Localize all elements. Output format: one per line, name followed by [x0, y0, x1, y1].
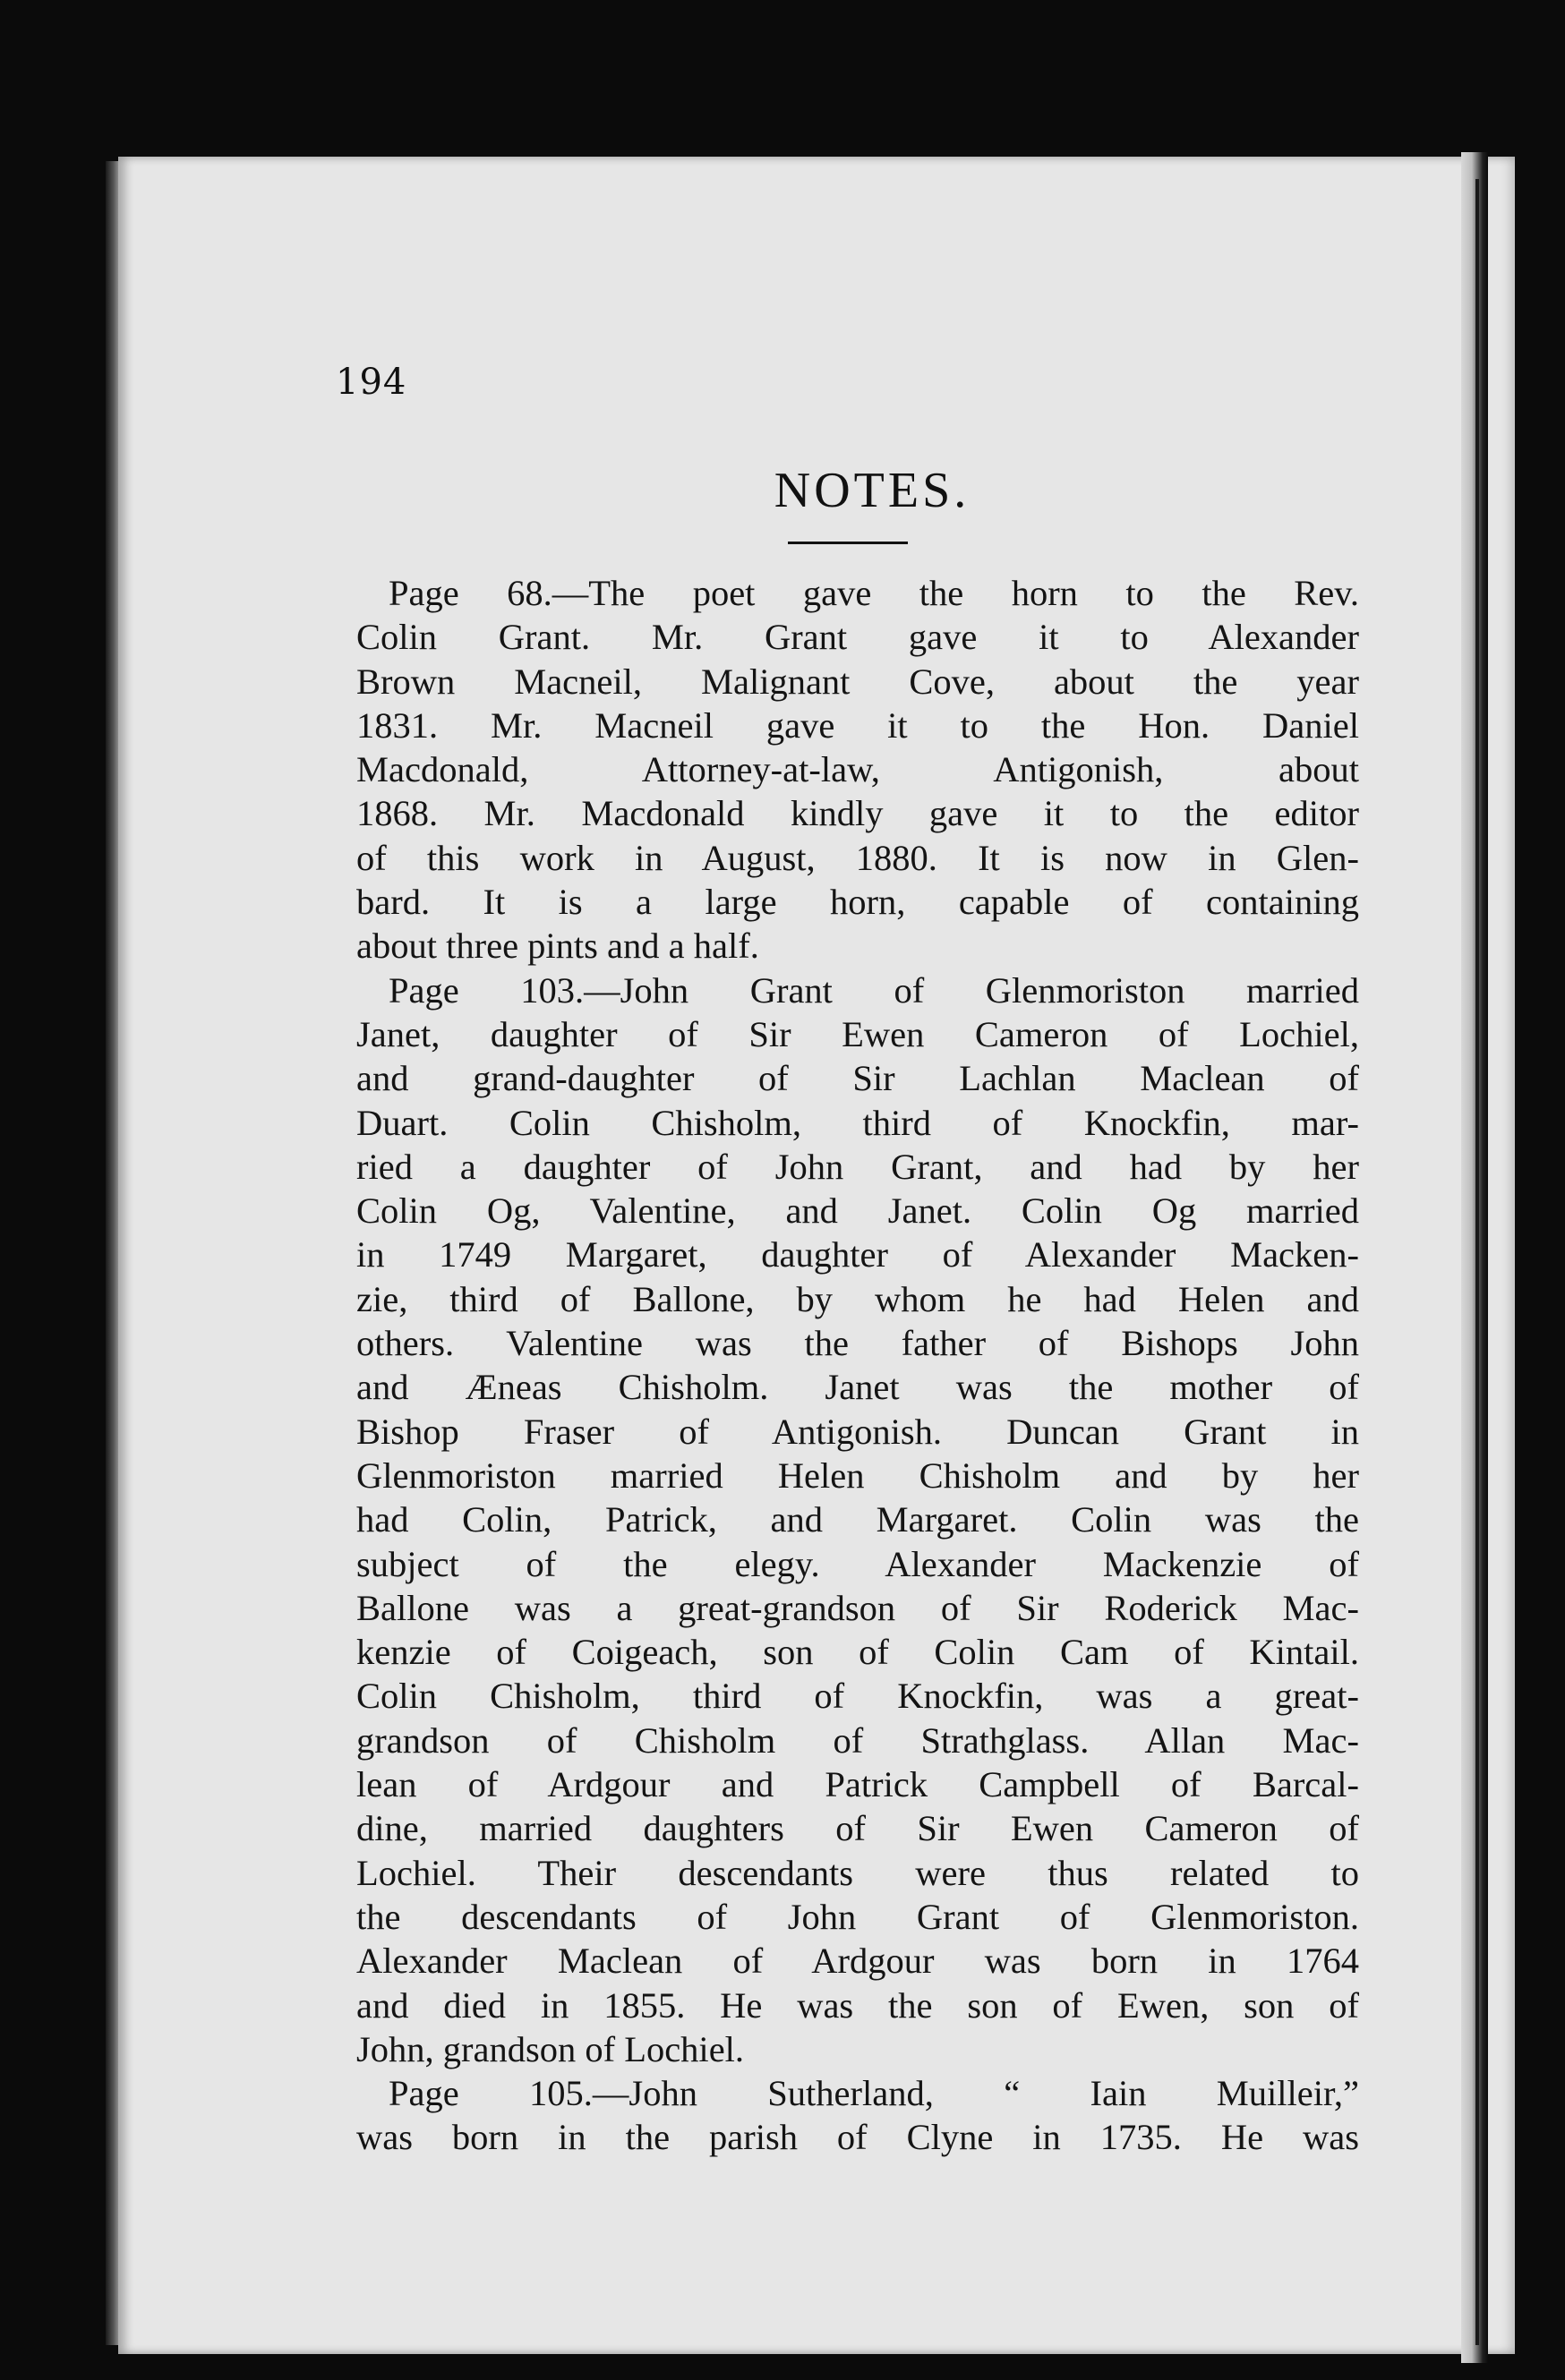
text-line: of this work in August, 1880. It is now in Glen-	[356, 837, 1359, 878]
text-line: Colin Chisholm, third of Knockfin, was a great-	[356, 1676, 1359, 1717]
text-line: zie, third of Ballone, by whom he had Helen and	[356, 1278, 1359, 1319]
text-line: lean of Ardgour and Patrick Campbell of Barcal-	[356, 1764, 1359, 1805]
text-line: the descendants of John Grant of Glenmoriston.	[356, 1896, 1359, 1937]
text-line: 1868. Mr. Macdonald kindly gave it to the editor	[356, 793, 1359, 834]
page-number: 194	[336, 362, 407, 403]
page-title: NOTES.	[774, 463, 971, 518]
text-line: bard. It is a large horn, capable of containing	[356, 882, 1359, 923]
text-line: Brown Macneil, Malignant Cove, about the year	[356, 661, 1359, 702]
text-line: grandson of Chisholm of Strathglass. Allan Mac-	[356, 1719, 1359, 1761]
text-line: and Æneas Chisholm. Janet was the mother of	[356, 1367, 1359, 1408]
text-line: Page 103.—John Grant of Glenmoriston married	[389, 969, 1359, 1011]
note-paragraph-page-105	[356, 2071, 1359, 2160]
text-line: had Colin, Patrick, and Margaret. Colin was the	[356, 1499, 1359, 1540]
text-line: ried a daughter of John Grant, and had by her	[356, 1146, 1359, 1187]
text-line: John, grandson of Lochiel.	[356, 2028, 745, 2069]
text-line: and died in 1855. He was the son of Ewen, son of	[356, 1984, 1359, 2026]
text-line: 1831. Mr. Macneil gave it to the Hon. Daniel	[356, 704, 1359, 746]
text-line: was born in the parish of Clyne in 1735. He was	[356, 2117, 1359, 2158]
text-line: subject of the elegy. Alexander Mackenzie of	[356, 1543, 1359, 1584]
text-line: Page 105.—John Sutherland, “ Iain Muilleir,”	[389, 2073, 1359, 2114]
note-paragraph-page-103	[356, 968, 1359, 2071]
text-line: Bishop Fraser of Antigonish. Duncan Grant in	[356, 1411, 1359, 1452]
text-line: Glenmoriston married Helen Chisholm and by her	[356, 1454, 1359, 1496]
text-line: Macdonald, Attorney-at-law, Antigonish, about	[356, 749, 1359, 790]
text-line: dine, married daughters of Sir Ewen Cameron of	[356, 1808, 1359, 1849]
text-line: Duart. Colin Chisholm, third of Knockfin, mar-	[356, 1102, 1359, 1143]
text-line: Colin Og, Valentine, and Janet. Colin Og married	[356, 1190, 1359, 1232]
text-line: others. Valentine was the father of Bishops John	[356, 1323, 1359, 1364]
text-line: Colin Grant. Mr. Grant gave it to Alexander	[356, 617, 1359, 658]
text-line: Lochiel. Their descendants were thus related to	[356, 1852, 1359, 1893]
text-line: and grand-daughter of Sir Lachlan Maclean of	[356, 1058, 1359, 1099]
note-paragraph-page-68	[356, 571, 1359, 968]
text-line: Ballone was a great-grandson of Sir Roderick Mac-	[356, 1587, 1359, 1628]
text-line: Page 68.—The poet gave the horn to the Rev.	[389, 573, 1359, 613]
text-line: kenzie of Coigeach, son of Colin Cam of Kintail.	[356, 1632, 1359, 1673]
text-line: Janet, daughter of Sir Ewen Cameron of Lochiel,	[356, 1013, 1359, 1054]
text-line: Alexander Maclean of Ardgour was born in 1764	[356, 1941, 1359, 1982]
title-rule	[788, 542, 908, 544]
notes-body	[356, 571, 1359, 2160]
text-line: about three pints and a half.	[356, 926, 759, 967]
text-line: in 1749 Margaret, daughter of Alexander Macken-	[356, 1234, 1359, 1275]
